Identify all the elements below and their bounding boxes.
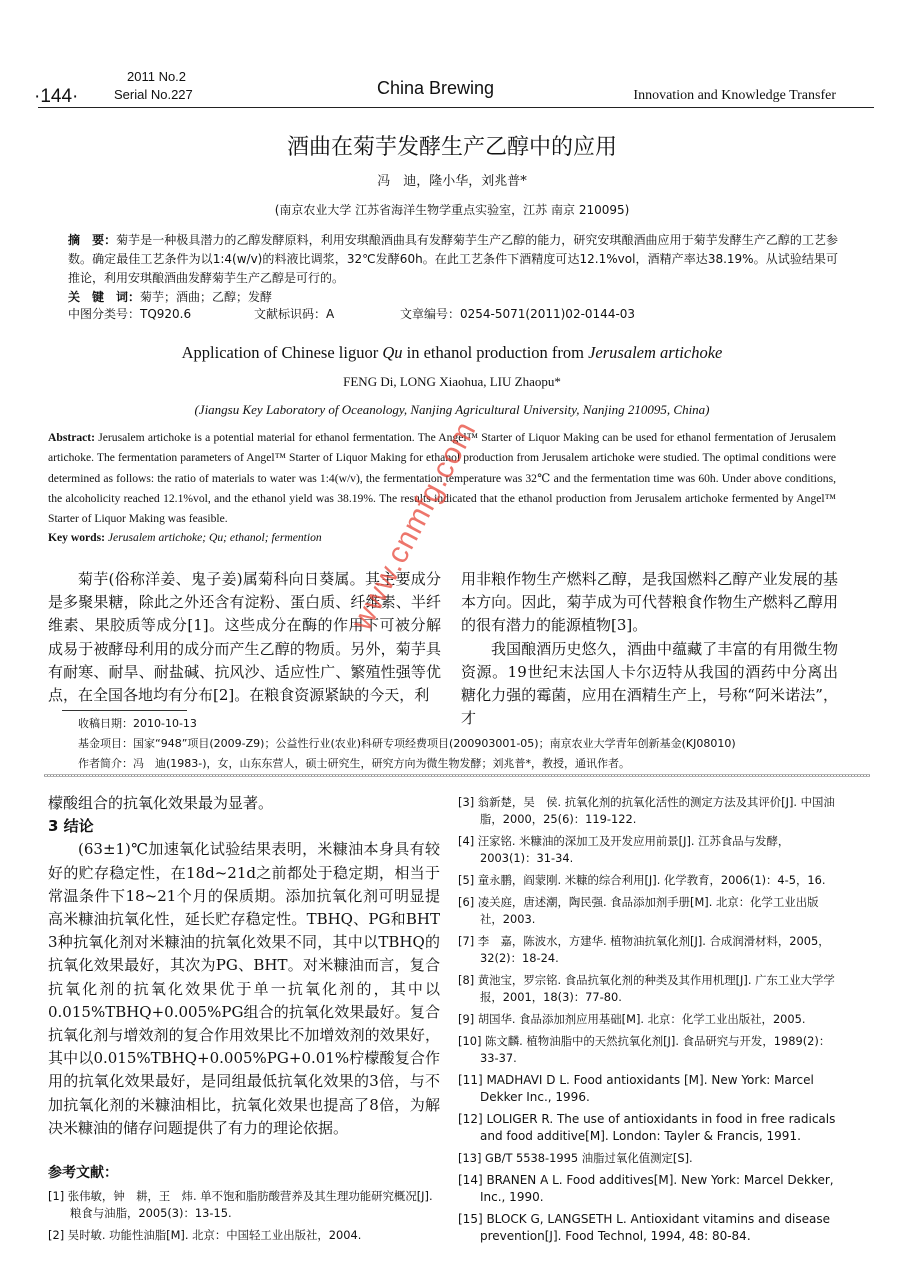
journal-name: China Brewing: [377, 78, 495, 98]
intro-right-column: [461, 568, 838, 730]
reference-item: [11] MADHAVI D L. Food antioxidants [M]. New York: Marcel Dekker Inc., 1996.: [458, 1073, 814, 1104]
cn-clc: 中图分类号：TQ920.6: [68, 307, 192, 321]
en-authors: FENG Di, LONG Xiaohua, LIU Zhaopu*: [343, 374, 561, 389]
cn-doc-code: 文献标识码：A: [254, 307, 335, 321]
cn-abstract-label: 摘 要：: [68, 233, 117, 247]
cn-article-no: 文章编号：0254-5071(2011)02-0144-03: [400, 307, 636, 321]
reference-item: [2] 吴时敏. 功能性油脂[M]. 北京：中国轻工业出版社，2004.: [48, 1228, 362, 1243]
cn-abstract: 摘 要：菊芋是一种极具潜力的乙醇发酵原料，利用安琪酿酒曲具有发酵菊芋生产乙醇的能力，研究安琪酿酒曲应用于菊芋发酵生产乙醇的工艺参数。确定最佳工艺条件为以1:4(w/v)的料液比调浆，32℃发酵60h。在此工艺条件下酒精度可达12.1%vol，酒精产率达38.19%。从试验结果可推论，利用安琪酿酒曲发酵菊芋生产乙醇是可行的。: [68, 233, 838, 285]
cn-authors: 冯 迪，隆小华，刘兆普*: [377, 174, 527, 189]
footnote-received: 收稿日期：2010-10-13: [78, 717, 197, 730]
reference-item: [6] 凌关庭，唐述潮，陶民强. 食品添加剂手册[M]. 北京：化学工业出版社，2003.: [458, 895, 819, 926]
reference-item: [7] 李 嘉，陈波水，方建华. 植物油抗氧化剂[J]. 合成润滑材料，2005，32(2)：18-24.: [458, 934, 830, 965]
intro-left-column: 菊芋(俗称洋姜、鬼子姜)属菊科向日葵属。其主要成分是多聚果糖，除此之外还含有淀粉、蛋白质、纤维素、半纤维素、果胶质等成分[1]。这些成分在酶的作用下可被分解成易于被酵母利用的成分而产生乙醇的物质。另外，菊芋具有耐寒、耐旱、耐盐碱、抗风沙、适应性广、繁殖性强等优点，在全国各地均有分布[2]。在粮食资源紧缺的今天，利: [48, 570, 441, 705]
en-affiliation: (Jiangsu Key Laboratory of Oceanology, Nanjing Agricultural University, Nanjing 210095, China): [194, 402, 710, 417]
reference-item: [3] 翁新楚，吴 侯. 抗氧化剂的抗氧化活性的测定方法及其评价[J]. 中国油脂，2000，25(6)：119-122.: [458, 795, 835, 826]
article-separator: [44, 774, 870, 777]
footnote-rule: [62, 710, 187, 711]
en-title: Application of Chinese liguor Qu in ethanol production from Jerusalem artichoke: [181, 343, 723, 362]
footnote-fund: 基金项目：国家“948”项目(2009-Z9)；公益性行业(农业)科研专项经费项目(200903001-05)；南京农业大学青年创新基金(KJ08010): [78, 737, 736, 750]
issue-number: 2011 No.2: [127, 69, 187, 84]
references-list-left: [48, 1188, 440, 1244]
section-heading: 3 结论: [48, 817, 94, 836]
conclusion-text: (63±1)℃加速氧化试验结果表明，米糠油本身具有较好的贮存稳定性，在18d~21d之前都处于稳定期，相当于常温条件下18~21个月的保质期。添加抗氧化剂可明显提高米糠油抗氧化性，延长贮存稳定性。TBHQ、PG和BHT 3种抗氧化剂对米糠油的抗氧化效果不同，其中以TBHQ的抗氧化效果最好，其次为PG、BHT。对米糠油而言，复合抗氧化剂的抗氧化效果优于单一抗氧化剂的，其中以0.015%TBHQ+0.005%PG组合的抗氧化效果最好。复合抗氧化剂与增效剂的复合作用效果比不加增效剂的效果好，其中以0.015%TBHQ+0.005%PG+0.01%柠檬酸复合作用的抗氧化效果最好，是同组最低抗氧化效果的3倍，与不加抗氧化剂的米糠油相比，抗氧化效果也提高了8倍，为解决米糠油的储存问题提供了有力的理论依据。: [48, 840, 440, 1137]
en-abstract: Abstract: Jerusalem artichoke is a potential material for ethanol fermentation. The Angel™ Starter of Liquor Making can be used for ethanol fermentation of Jerusalem artichoke. The fermentation parameters of Angel™ Starter of Liquor Making for ethanol production from Jerusalem artichoke were studied. The optimal conditions were determined as follows: the ratio of materials to water was 1:4(w/v), the fermentation temperature was 32℃ and the fermentation time was 60h. Under above conditions, the alcoholicity reached 12.1%vol, and the ethanol yield was 38.19%. The results indicated that the ethanol production from Jerusalem artichoke fermented by Angel™ Starter of Liquor Making was feasible.: [48, 431, 836, 526]
intro-paragraph: 我国酿酒历史悠久，酒曲中蕴藏了丰富的有用微生物资源。19世纪末法国人卡尔迈特从我国的酒药中分离出糖化力强的霉菌，应用在酒精生产上，号称“阿米诺法”，才: [461, 639, 838, 728]
reference-item: [12] LOLIGER R. The use of antioxidants in food in free radicals and food additive[M]. London: Tayler & Francis, 1991.: [458, 1112, 836, 1143]
reference-item: [13] GB/T 5538-1995 油脂过氧化值测定[S].: [458, 1151, 693, 1165]
intro-paragraph: 用非粮作物生产燃料乙醇，是我国燃料乙醇产业发展的基本方向。因此，菊芋成为可代替粮食作物生产燃料乙醇用的很有潜力的能源植物[3]。: [461, 570, 838, 635]
references-heading: 参考文献：: [48, 1165, 118, 1182]
prev-article-left-column: [48, 792, 440, 1249]
serial-number: Serial No.227: [114, 87, 193, 102]
reference-item: [14] BRANEN A L. Food additives[M]. New York: Marcel Dekker, Inc., 1990.: [458, 1173, 834, 1204]
reference-item: [15] BLOCK G, LANGSETH L. Antioxidant vitamins and disease prevention[J]. Food Technol, 1994, 48: 80-84.: [458, 1212, 831, 1243]
en-keywords: Key words: Jerusalem artichoke; Qu; ethanol; fermention: [48, 531, 322, 544]
page-number: ·144·: [34, 86, 79, 107]
reference-item: [10] 陈文麟. 植物油脂中的天然抗氧化剂[J]. 食品研究与开发，1989(2)：33-37.: [458, 1034, 831, 1065]
carryover-text: 檬酸组合的抗氧化效果最为显著。: [48, 794, 274, 812]
reference-item: [9] 胡国华. 食品添加剂应用基础[M]. 北京：化学工业出版社，2005.: [458, 1012, 806, 1026]
cn-title: 酒曲在菊芋发酵生产乙醇中的应用: [286, 135, 617, 160]
section-name: Innovation and Knowledge Transfer: [633, 88, 836, 103]
reference-item: [5] 童永鹏，阎蒙刚. 米糠的综合利用[J]. 化学教育，2006(1)：4-5，16.: [458, 873, 826, 887]
references-list-right: [458, 794, 838, 1250]
reference-item: [1] 张伟敏，钟 耕，王 炜. 单不饱和脂肪酸营养及其生理功能研究概况[J]. 粮食与油脂，2005(3)：13-15.: [48, 1189, 433, 1221]
cn-affiliation: (南京农业大学 江苏省海洋生物学重点实验室，江苏 南京 210095): [274, 203, 630, 217]
cn-keywords: 关 键 词：菊芋；酒曲；乙醇；发酵: [68, 290, 273, 304]
header-rule: [38, 107, 874, 108]
watermark: www.cnmfg.com: [345, 415, 483, 636]
reference-item: [8] 黄池宝，罗宗铭. 食品抗氧化剂的种类及其作用机理[J]. 广东工业大学学报，2001，18(3)：77-80.: [458, 973, 835, 1004]
footnote-author-bio: 作者简介：冯 迪(1983-)，女，山东东营人，硕士研究生，研究方向为微生物发酵；刘兆普*，教授，通讯作者。: [78, 757, 631, 770]
en-abstract-label: Abstract:: [48, 431, 96, 444]
reference-item: [4] 汪家铭. 米糠油的深加工及开发应用前景[J]. 江苏食品与发酵，2003(1)：31-34.: [458, 834, 790, 865]
